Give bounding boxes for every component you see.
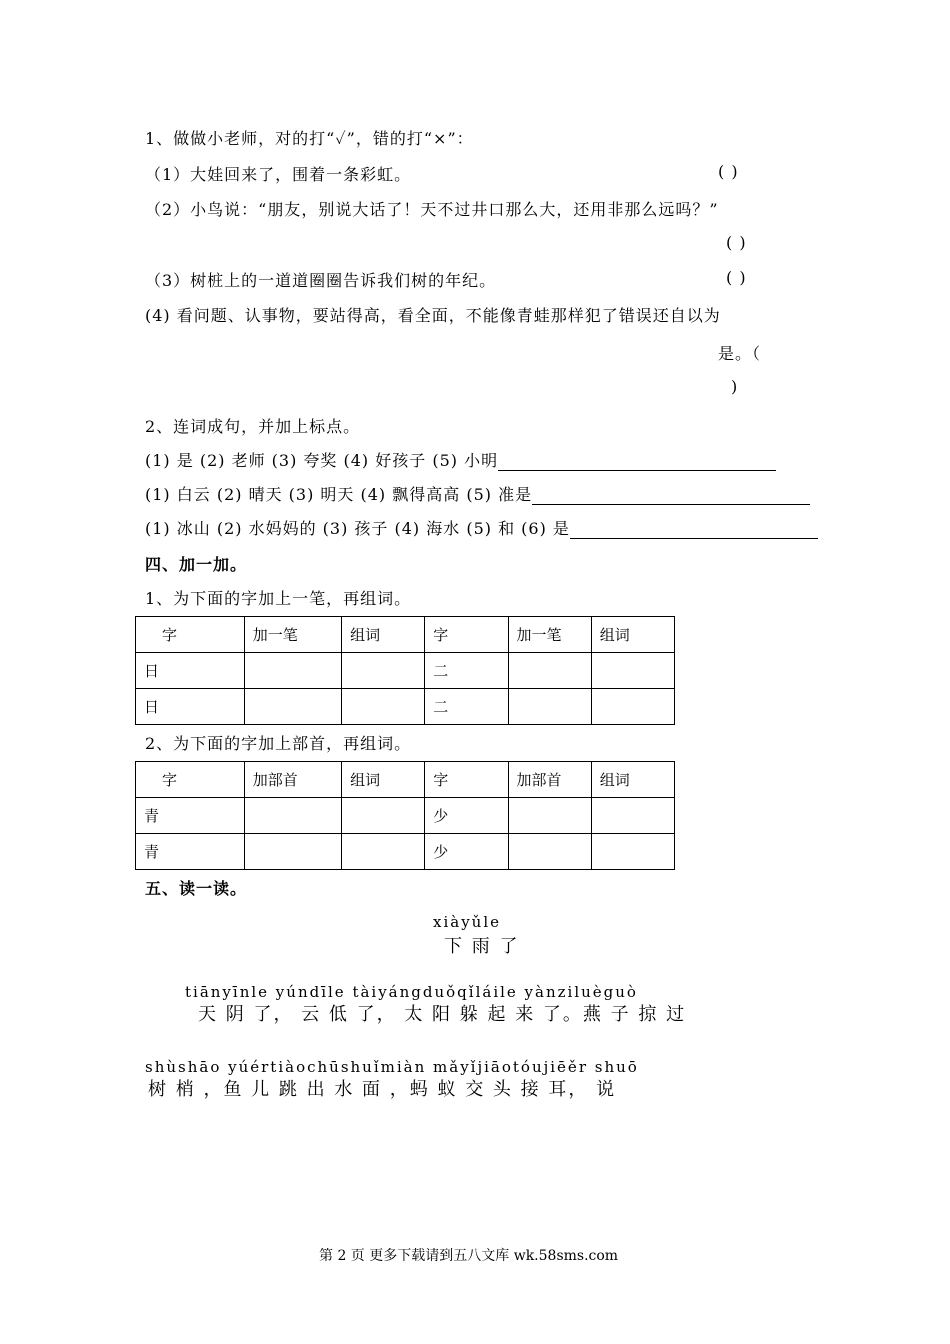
poem-line1-pinyin: tiānyīnle yúndīle tàiyángduǒqǐláile yànziluèguò	[185, 983, 638, 1001]
table-row	[136, 834, 675, 870]
poem-title-pinyin: xiàyǔle	[433, 913, 502, 931]
answer-cell[interactable]	[591, 653, 674, 689]
header-cell: 字	[425, 762, 508, 798]
char-cell: 青	[136, 834, 245, 870]
poem-title: 下 雨 了	[444, 936, 520, 957]
char-cell: 二	[425, 653, 508, 689]
answer-cell[interactable]	[591, 798, 674, 834]
q2-title: 2、连词成句，并加上标点。	[145, 417, 361, 436]
poem-line2-pinyin: shùshāo yúértiàochūshuǐmiàn mǎyǐjiāotóujiēěr shuō	[145, 1058, 639, 1076]
table-row	[136, 798, 675, 834]
header-cell: 组词	[342, 762, 425, 798]
char-cell: 日	[136, 689, 245, 725]
q2-item-3	[145, 516, 818, 539]
answer-cell[interactable]	[508, 689, 591, 725]
char-cell: 少	[425, 798, 508, 834]
q1-item-4-close[interactable]: )	[731, 377, 739, 396]
q2-item-3-words: (1) 冰山 (2) 水妈妈的 (3) 孩子 (4) 海水 (5) 和 (6) 是	[145, 519, 570, 538]
add-radical-table	[135, 761, 675, 870]
table-row	[136, 689, 675, 725]
char-cell: 青	[136, 798, 245, 834]
page-footer: 第 2 页 更多下载请到五八文库 wk.58sms.com	[319, 1248, 619, 1264]
add-stroke-table	[135, 616, 675, 725]
answer-cell[interactable]	[342, 834, 425, 870]
answer-cell[interactable]	[508, 798, 591, 834]
q2-item-1-words: (1) 是 (2) 老师 (3) 夸奖 (4) 好孩子 (5) 小明	[145, 451, 499, 470]
q1-item-1-bracket[interactable]: ( )	[718, 162, 739, 181]
poem-line1: 天 阴 了， 云 低 了， 太 阳 躲 起 来 了。燕 子 掠 过	[198, 1004, 687, 1025]
table-header-row	[136, 617, 675, 653]
answer-cell[interactable]	[342, 689, 425, 725]
table-header-row	[136, 762, 675, 798]
q1-item-4: (4) 看问题、认事物，要站得高，看全面，不能像青蛙那样犯了错误还自以为	[145, 306, 721, 325]
q1-item-3: （3）树桩上的一道道圈圈告诉我们树的年纪。	[145, 271, 497, 290]
answer-cell[interactable]	[508, 653, 591, 689]
answer-cell[interactable]	[342, 653, 425, 689]
q2-answer-line-2[interactable]	[532, 486, 810, 505]
q2-item-2-words: (1) 白云 (2) 晴天 (3) 明天 (4) 飘得高高 (5) 准是	[145, 485, 533, 504]
char-cell: 日	[136, 653, 245, 689]
answer-cell[interactable]	[342, 798, 425, 834]
header-cell: 加一笔	[244, 617, 341, 653]
section5-heading: 五、读一读。	[145, 879, 248, 898]
header-cell: 字	[136, 762, 245, 798]
answer-cell[interactable]	[591, 834, 674, 870]
q2-item-1	[145, 448, 776, 471]
table-row	[136, 653, 675, 689]
header-cell: 字	[136, 617, 245, 653]
header-cell: 加一笔	[508, 617, 591, 653]
answer-cell[interactable]	[244, 834, 341, 870]
header-cell: 组词	[591, 617, 674, 653]
q2-answer-line-3[interactable]	[570, 520, 818, 539]
q1-item-3-bracket[interactable]: ( )	[726, 268, 747, 287]
q1-title: 1、做做小老师，对的打“✓”，错的打“×”：	[145, 129, 474, 148]
char-cell: 二	[425, 689, 508, 725]
answer-cell[interactable]	[244, 653, 341, 689]
s4-q2-title: 2、为下面的字加上部首，再组词。	[145, 734, 412, 753]
q2-answer-line-1[interactable]	[498, 452, 776, 471]
q1-item-4-cont: 是。（	[718, 344, 762, 363]
header-cell: 字	[425, 617, 508, 653]
answer-cell[interactable]	[244, 798, 341, 834]
q1-item-2-bracket[interactable]: ( )	[726, 233, 747, 252]
header-cell: 加部首	[508, 762, 591, 798]
answer-cell[interactable]	[508, 834, 591, 870]
char-cell: 少	[425, 834, 508, 870]
q1-item-2: （2）小鸟说：“朋友，别说大话了！天不过井口那么大，还用非那么远吗？”	[145, 200, 719, 219]
q1-item-1: （1）大娃回来了，围着一条彩虹。	[145, 165, 412, 184]
answer-cell[interactable]	[244, 689, 341, 725]
section4-heading: 四、加一加。	[145, 555, 248, 574]
s4-q1-title: 1、为下面的字加上一笔，再组词。	[145, 589, 412, 608]
header-cell: 组词	[591, 762, 674, 798]
header-cell: 组词	[342, 617, 425, 653]
q2-item-2	[145, 482, 810, 505]
answer-cell[interactable]	[591, 689, 674, 725]
poem-line2: 树 梢 ，鱼 儿 跳 出 水 面 ，蚂 蚁 交 头 接 耳， 说	[148, 1079, 617, 1100]
header-cell: 加部首	[244, 762, 341, 798]
